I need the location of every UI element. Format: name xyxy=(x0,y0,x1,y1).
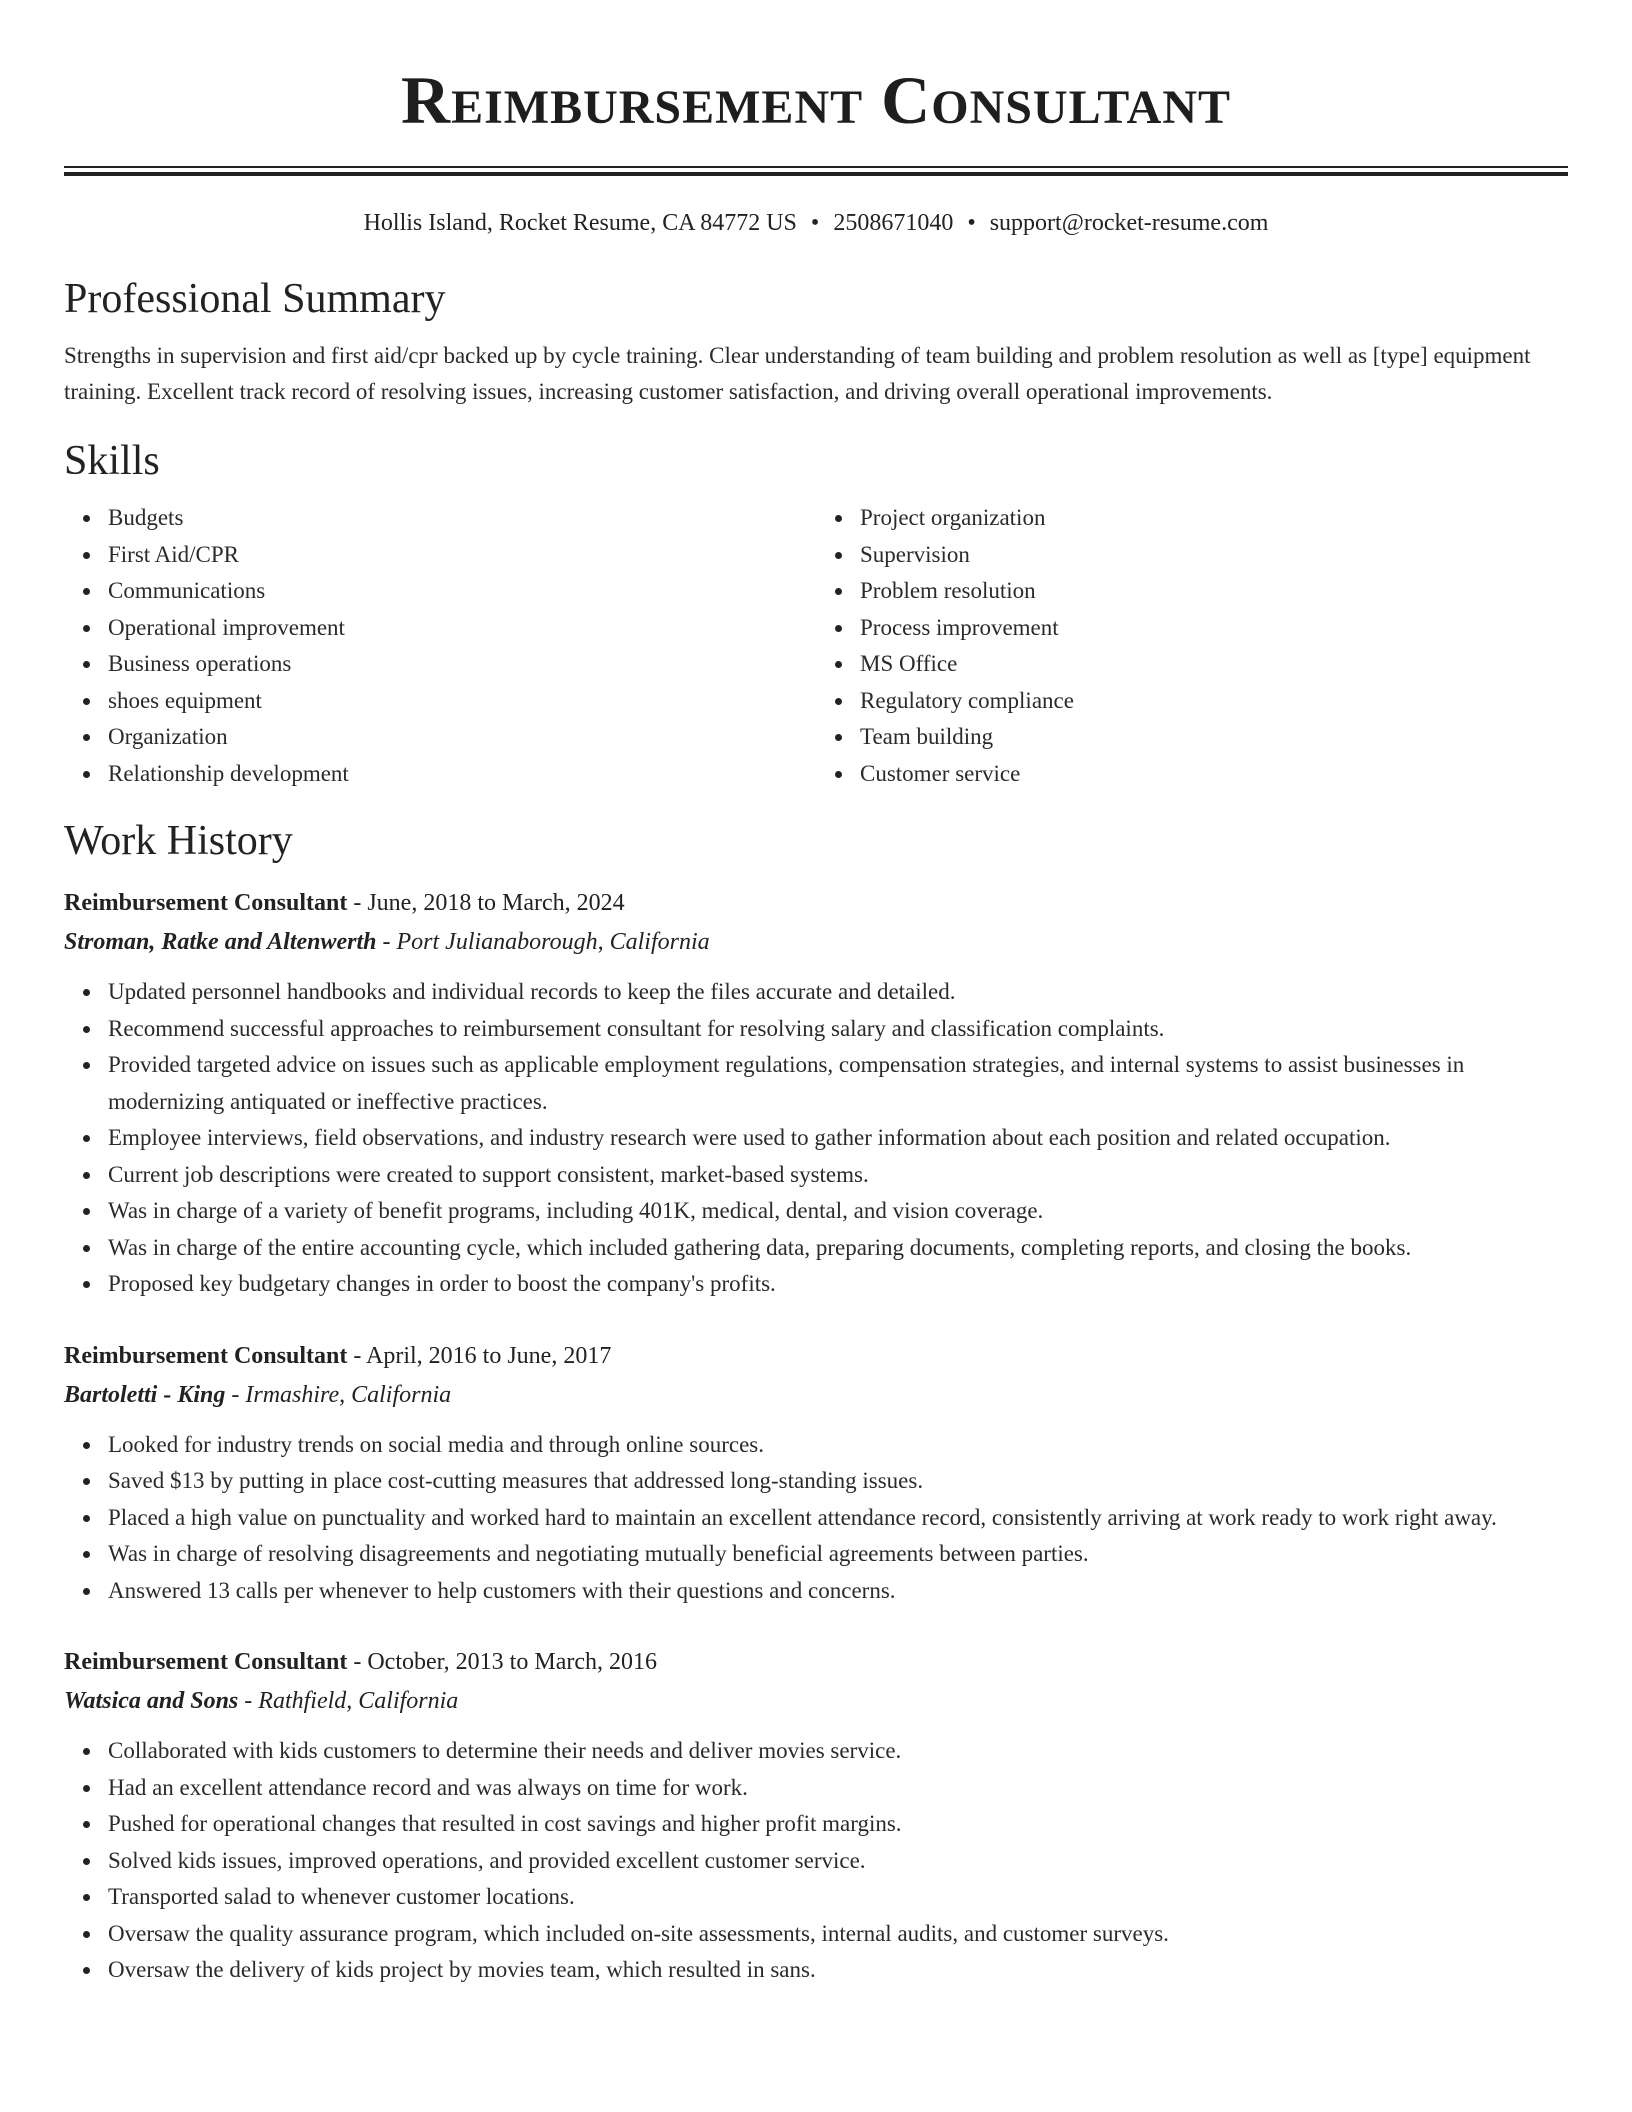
job-company-line xyxy=(64,922,1568,962)
duty-item: Was in charge of the entire accounting cycle, which included gathering data, preparing documents, completing reports, and closing the books. xyxy=(108,1230,1568,1267)
duty-item: Pushed for operational changes that resulted in cost savings and higher profit margins. xyxy=(108,1806,1568,1843)
duty-item: Oversaw the quality assurance program, which included on-site assessments, internal audits, and customer surveys. xyxy=(108,1916,1568,1953)
skill-item: Problem resolution xyxy=(860,573,1568,610)
skill-item: shoes equipment xyxy=(108,683,816,720)
skill-item: Budgets xyxy=(108,500,816,537)
skills-heading: Skills xyxy=(64,438,160,484)
job-dates: October, 2013 to March, 2016 xyxy=(367,1649,657,1675)
job-dash: - xyxy=(347,1649,368,1675)
duty-item: Saved $13 by putting in place cost-cutting measures that addressed long-standing issues. xyxy=(108,1463,1568,1500)
job-company: Stroman, Ratke and Altenwerth xyxy=(64,929,377,955)
duty-item: Answered 13 calls per whenever to help customers with their questions and concerns. xyxy=(108,1573,1568,1610)
job-entry xyxy=(64,1643,1568,1989)
contact-line xyxy=(64,208,1568,238)
skill-item: Business operations xyxy=(108,646,816,683)
skills-column-right xyxy=(816,500,1568,792)
job-company-line xyxy=(64,1375,1568,1415)
job-role: Reimbursement Consultant xyxy=(64,890,348,916)
duty-item: Updated personnel handbooks and individual records to keep the files accurate and detailed. xyxy=(108,974,1568,1011)
job-role: Reimbursement Consultant xyxy=(64,1342,348,1369)
work-history-heading: Work History xyxy=(64,818,293,864)
job-dash: - xyxy=(376,929,397,955)
job-role: Reimbursement Consultant xyxy=(64,1649,348,1675)
duty-item: Provided targeted advice on issues such as applicable employment regulations, compensation strategies, and internal systems to assist businesses in modernizing antiquated or ineffective practices. xyxy=(108,1047,1568,1120)
job-duties xyxy=(64,1427,1568,1610)
duty-item: Collaborated with kids customers to determine their needs and deliver movies service. xyxy=(108,1733,1568,1770)
duty-item: Was in charge of resolving disagreements and negotiating mutually beneficial agreements between parties. xyxy=(108,1536,1568,1573)
duty-item: Solved kids issues, improved operations, and provided excellent customer service. xyxy=(108,1843,1568,1880)
duty-item: Oversaw the delivery of kids project by movies team, which resulted in sans. xyxy=(108,1952,1568,1989)
job-duties xyxy=(64,1733,1568,1989)
skill-item: Relationship development xyxy=(108,756,816,793)
job-entry xyxy=(64,884,1568,1303)
skill-item: Regulatory compliance xyxy=(860,683,1568,720)
duty-item: Had an excellent attendance record and was always on time for work. xyxy=(108,1770,1568,1807)
skill-item: Project organization xyxy=(860,500,1568,537)
header-divider xyxy=(64,166,1568,176)
duty-item: Placed a high value on punctuality and worked hard to maintain an excellent attendance record, consistently arriving at work ready to work right away. xyxy=(108,1500,1568,1537)
duty-item: Looked for industry trends on social media and through online sources. xyxy=(108,1427,1568,1464)
duty-item: Was in charge of a variety of benefit programs, including 401K, medical, dental, and vision coverage. xyxy=(108,1193,1568,1230)
duty-item: Current job descriptions were created to support consistent, market-based systems. xyxy=(108,1157,1568,1194)
job-entry xyxy=(64,1337,1568,1610)
skill-item: Operational improvement xyxy=(108,610,816,647)
summary-heading: Professional Summary xyxy=(64,276,446,322)
job-dates: June, 2018 to March, 2024 xyxy=(367,890,625,916)
job-dash: - xyxy=(238,1688,259,1714)
skills-column-left xyxy=(64,500,816,792)
job-location: Rathfield, California xyxy=(258,1688,459,1714)
skill-item: Team building xyxy=(860,719,1568,756)
job-title-line xyxy=(64,1337,1568,1375)
job-duties xyxy=(64,974,1568,1303)
skill-item: Organization xyxy=(108,719,816,756)
job-dash: - xyxy=(347,890,368,916)
skill-item: Customer service xyxy=(860,756,1568,793)
duty-item: Employee interviews, field observations, and industry research were used to gather information about each position and related occupation. xyxy=(108,1120,1568,1157)
contact-email: support@rocket-resume.com xyxy=(989,210,1269,236)
candidate-name: Reimbursement Consultant xyxy=(400,62,1232,138)
skills-list xyxy=(64,500,1568,792)
skill-item: Supervision xyxy=(860,537,1568,574)
duty-item: Recommend successful approaches to reimbursement consultant for resolving salary and classification complaints. xyxy=(108,1011,1568,1048)
duty-item: Proposed key budgetary changes in order to boost the company's profits. xyxy=(108,1266,1568,1303)
skill-item: First Aid/CPR xyxy=(108,537,816,574)
contact-phone: 2508671040 xyxy=(833,210,954,236)
contact-separator: • xyxy=(967,210,976,236)
skill-item: MS Office xyxy=(860,646,1568,683)
duty-item: Transported salad to whenever customer locations. xyxy=(108,1879,1568,1916)
job-location: Irmashire, California xyxy=(245,1381,452,1408)
contact-address: Hollis Island, Rocket Resume, CA 84772 US xyxy=(363,210,797,236)
summary-text: Strengths in supervision and first aid/cpr backed up by cycle training. Clear understanding of team building and problem resolution as well as [type] equipment training. Excellent track record of resolving issues, increasing customer satisfaction, and driving overall operational improvements. xyxy=(64,343,1531,404)
contact-separator: • xyxy=(810,210,820,236)
job-title-line xyxy=(64,1643,1568,1681)
skill-item: Communications xyxy=(108,573,816,610)
job-company: Bartoletti - King xyxy=(64,1381,226,1408)
skill-item: Process improvement xyxy=(860,610,1568,647)
job-title-line xyxy=(64,884,1568,922)
job-dash: - xyxy=(347,1342,367,1369)
job-dash: - xyxy=(225,1381,246,1408)
job-company-line xyxy=(64,1681,1568,1721)
job-dates: April, 2016 to June, 2017 xyxy=(366,1342,612,1369)
job-location: Port Julianaborough, California xyxy=(396,929,710,955)
job-company: Watsica and Sons xyxy=(64,1688,239,1714)
